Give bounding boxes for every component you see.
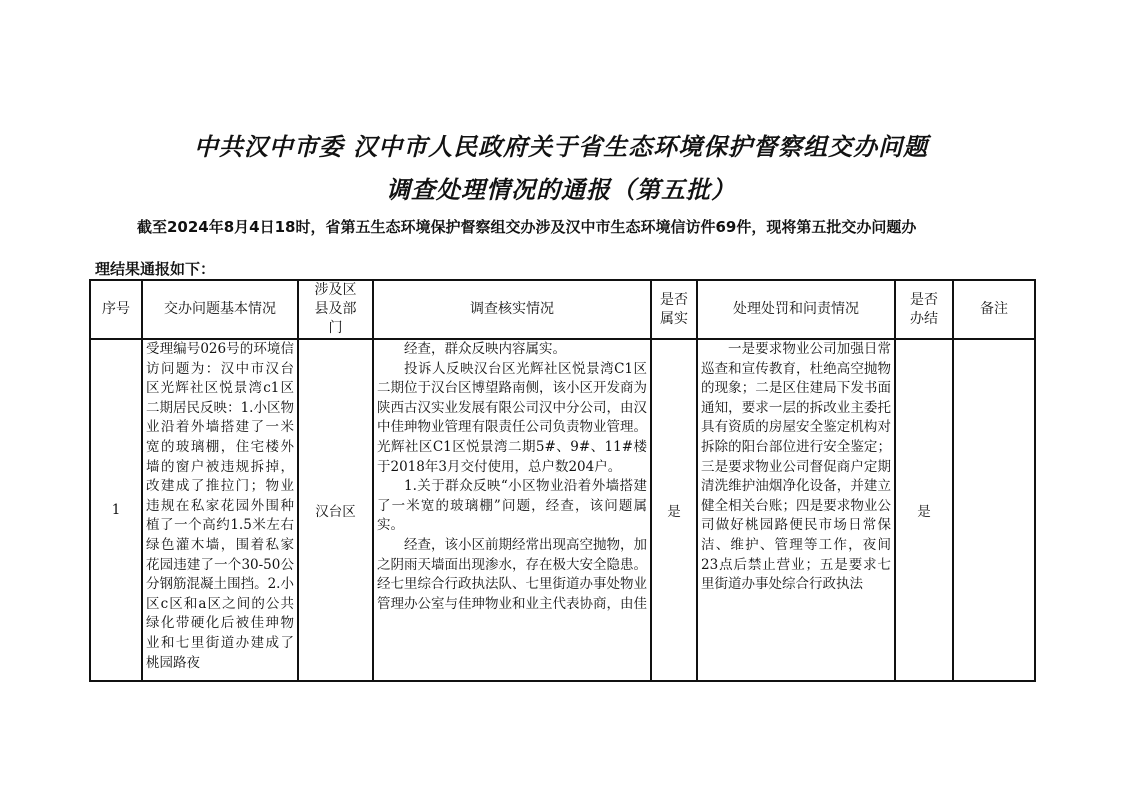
issue-text: 受理编号026号的环境信访问题为：汉中市汉台区光辉社区悦景湾c1区二期居民反映：1.小区物业沿着外墙搭建了一米宽的玻璃棚，住宅楼外墙的窗户被违规拆掉，改建成了推拉门；物业违规在私家花园外围种植了一个高约1.5米左右绿色灌木墙，围着私家花园违建了一个30-50公分钢筋混凝土围挡。2.小区c区和a区之间的公共绿化带硬化后被佳珅物业和七里街道办建成了桃园路夜 [146,341,294,671]
col-header-is-true-text: 是否属实 [660,291,688,327]
table-header-row [90,280,1035,339]
intro-line-2: 理结果通报如下： [95,260,216,278]
investigation-para-4: 经查，该小区前期经常出现高空抛物，加之阴雨天墙面出现渗水，存在极大安全隐患。经七里综合行政执法队、七里街道办事处物业管理办公室与佳珅物业和业主代表协商，由佳 [377,536,647,612]
investigation-para-1: 经查，群众反映内容属实。 [404,341,566,357]
col-header-is-closed-text: 是否办结 [910,291,938,327]
col-header-district [298,280,373,339]
col-header-is-closed [895,280,953,339]
investigation-para-3: 1.关于群众反映“小区物业沿着外墙搭建了一米宽的玻璃棚”问题，经查，该问题属实。 [377,478,647,534]
title-line-2: 调查处理情况的通报（第五批） [386,176,736,204]
handling-text: 一是要求物业公司加强日常巡查和宣传教育，杜绝高空抛物的现象；二是区住建局下发书面通知，要求一层的拆改业主委托具有资质的房屋安全鉴定机构对拆除的阳台部位进行安全鉴定；三是要求物业公司督促商户定期清洗维护油烟净化设备，并建立健全相关台账；四是要求物业公司做好桃园路便民市场日常保洁、维护、管理等工作，夜间23点后禁止营业；五是要求七里街道办事处综合行政执法 [701,341,891,593]
cell-district: 汉台区 [298,339,373,681]
col-header-remark: 备注 [953,280,1035,339]
col-header-serial: 序号 [90,280,142,339]
col-header-investigation: 调查核实情况 [373,280,651,339]
cell-is-true: 是 [651,339,697,681]
col-header-is-true [651,280,697,339]
investigation-para-2: 投诉人反映汉台区光辉社区悦景湾C1区二期位于汉台区博望路南侧，该小区开发商为陕西古汉实业发展有限公司汉中分公司，由汉中佳珅物业管理有限责任公司负责物业管理。光辉社区C1区悦景湾二期5#、9#、11#楼于2018年3月交付使用，总户数204户。 [377,360,647,475]
table-row [90,339,1035,681]
col-header-issue: 交办问题基本情况 [142,280,298,339]
title-line-1: 中共汉中市委 汉中市人民政府关于省生态环境保护督察组交办问题 [193,133,929,161]
cell-handling [697,339,895,681]
cell-is-closed: 是 [895,339,953,681]
col-header-district-text: 涉及区县及部门 [314,282,357,336]
cell-issue [142,339,298,681]
intro-line-1: 截至2024年8月4日18时，省第五生态环境保护督察组交办涉及汉中市生态环境信访件69件，现将第五批交办问题办 [137,218,917,236]
cell-remark [953,339,1035,681]
col-header-handling: 处理处罚和问责情况 [697,280,895,339]
cell-investigation [373,339,651,681]
cell-serial: 1 [90,339,142,681]
report-table [89,279,1036,682]
